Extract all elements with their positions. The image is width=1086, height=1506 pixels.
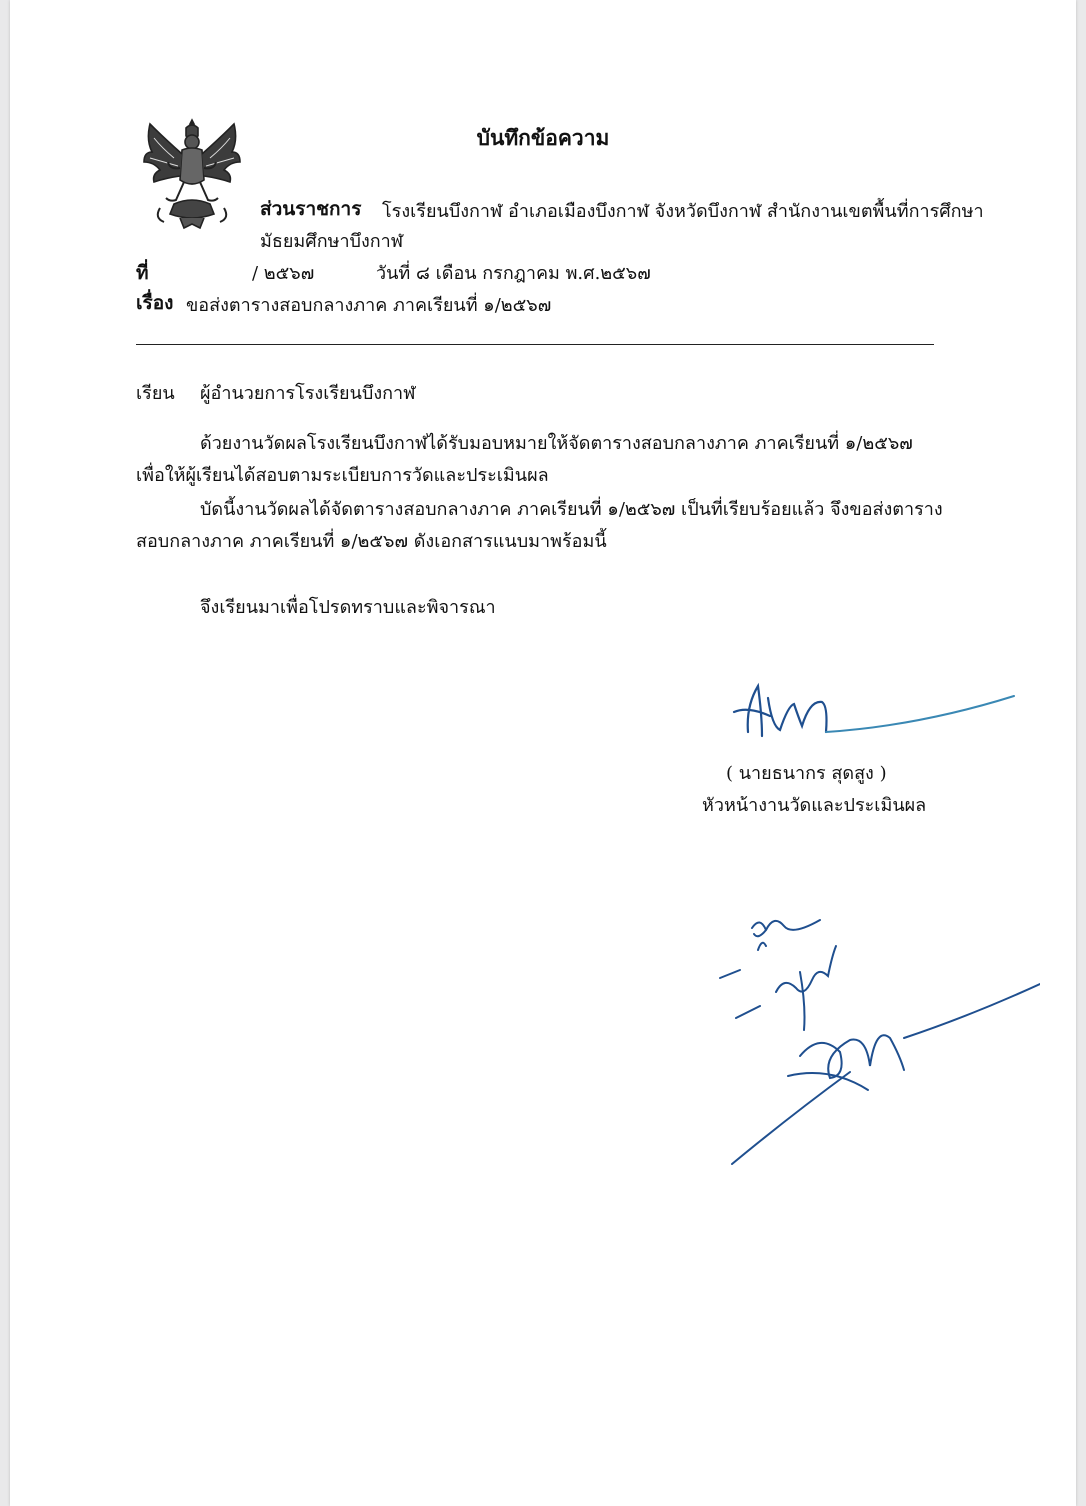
agency-line-2: มัธยมศึกษาบึงกาฬ — [260, 231, 404, 252]
signer-name: ( นายธนากร สุดสูง ) — [726, 763, 887, 784]
document-page — [10, 0, 1076, 1506]
reference-number: / ๒๕๖๗ — [252, 263, 315, 284]
paragraph-1-line-2: เพื่อให้ผู้เรียนได้สอบตามระเบียบการวัดและประเมินผล — [136, 465, 549, 486]
signature-image — [718, 676, 1018, 746]
paragraph-2-line-2: สอบกลางภาค ภาคเรียนที่ ๑/๒๕๖๗ ดังเอกสารแนบมาพร้อมนี้ — [136, 531, 607, 552]
paragraph-1-line-1: ด้วยงานวัดผลโรงเรียนบึงกาฬได้รับมอบหมายให้จัดตารางสอบกลางภาค ภาคเรียนที่ ๑/๒๕๖๗ — [200, 433, 913, 454]
handwritten-approval-marks — [700, 906, 1040, 1166]
salutation-label: เรียน — [136, 383, 175, 404]
agency-line-1: โรงเรียนบึงกาฬ อำเภอเมืองบึงกาฬ จังหวัดบึงกาฬ สำนักงานเขตพื้นที่การศึกษา — [382, 201, 984, 222]
subject-text: ขอส่งตารางสอบกลางภาค ภาคเรียนที่ ๑/๒๕๖๗ — [186, 295, 552, 316]
memo-date: วันที่ ๘ เดือน กรกฎาคม พ.ศ.๒๕๖๗ — [376, 263, 651, 284]
agency-label: ส่วนราชการ — [260, 198, 362, 220]
paragraph-2-line-1: บัดนี้งานวัดผลได้จัดตารางสอบกลางภาค ภาคเรียนที่ ๑/๒๕๖๗ เป็นที่เรียบร้อยแล้ว จึงขอส่งตาราง — [200, 499, 943, 520]
memo-title: บันทึกข้อความ — [476, 125, 610, 150]
reference-label: ที่ — [136, 262, 149, 284]
salutation-recipient: ผู้อำนวยการโรงเรียนบึงกาฬ — [200, 383, 416, 404]
subject-label: เรื่อง — [136, 292, 174, 314]
signer-position: หัวหน้างานวัดและประเมินผล — [702, 795, 927, 816]
closing-sentence: จึงเรียนมาเพื่อโปรดทราบและพิจารณา — [200, 597, 496, 618]
header-divider — [136, 344, 934, 345]
